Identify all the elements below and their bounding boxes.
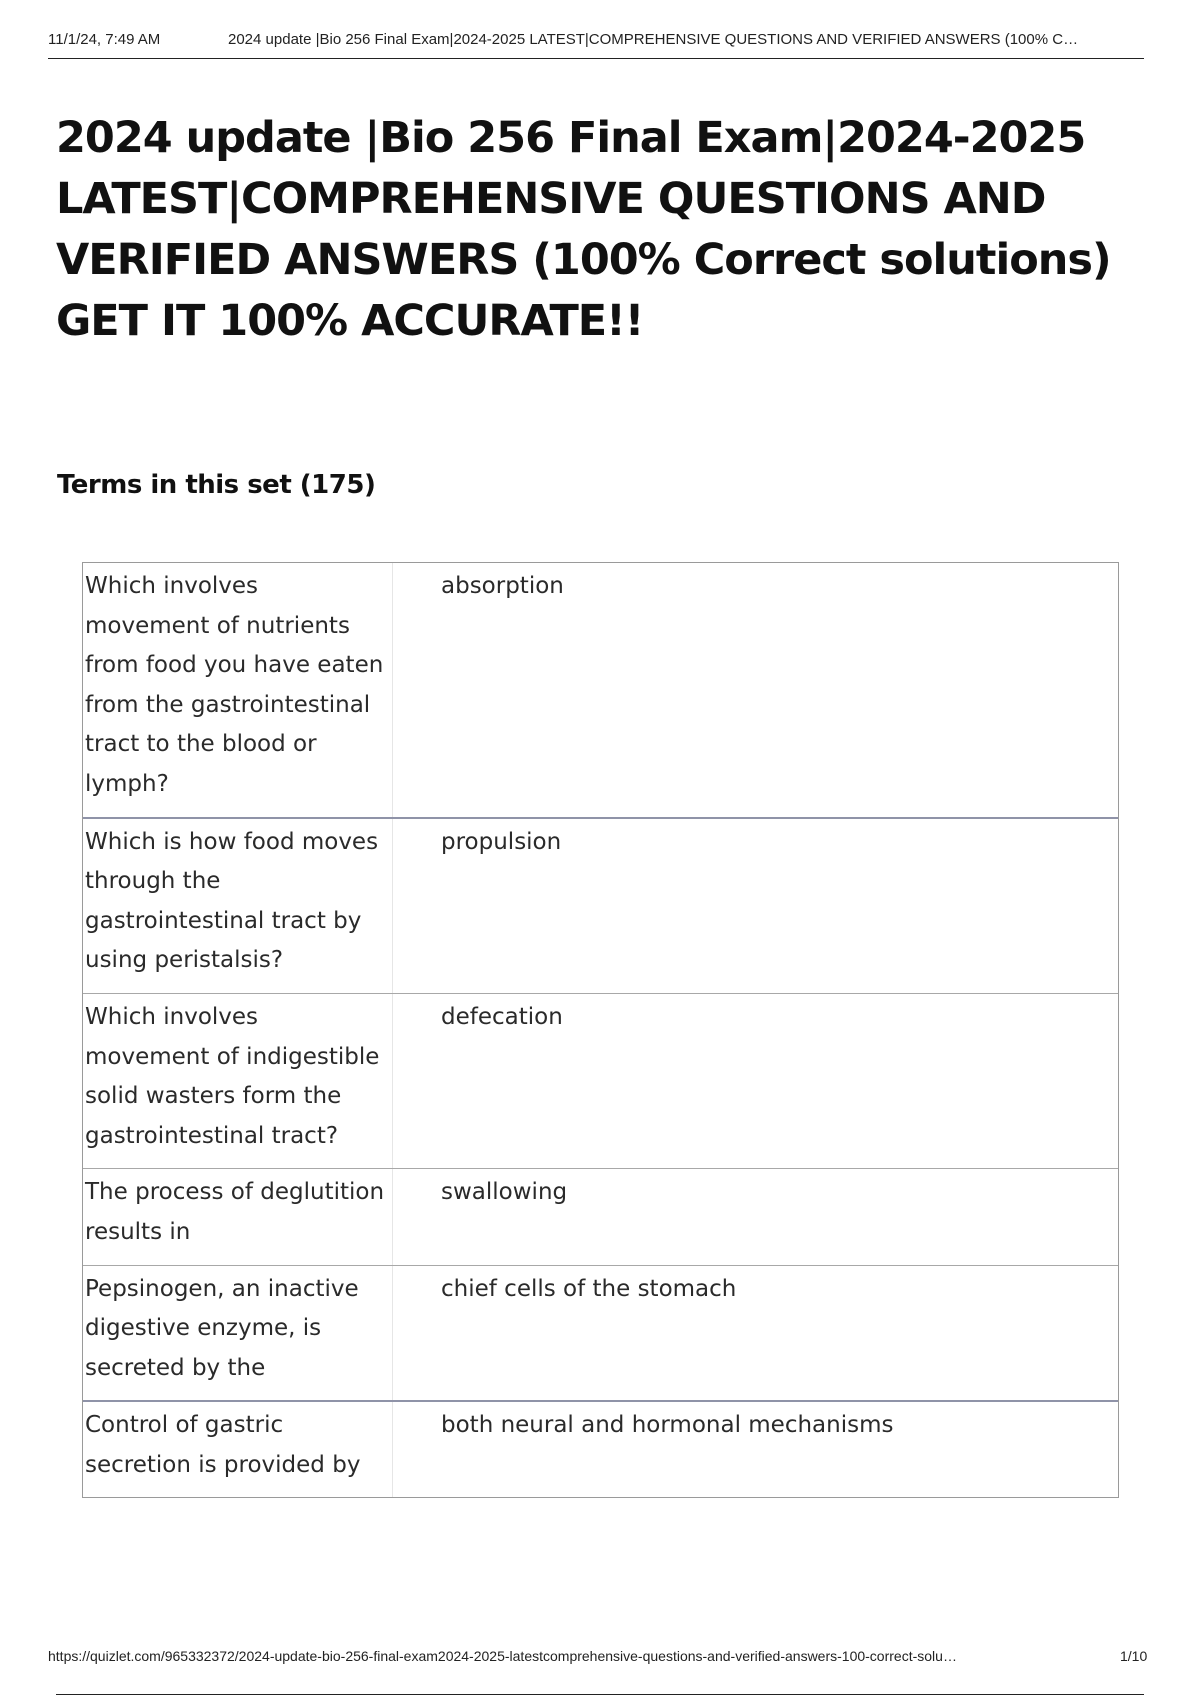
- definition-cell: defecation: [441, 1003, 563, 1030]
- definition-cell: chief cells of the stomach: [441, 1275, 737, 1302]
- term-cell: The process of deglutition results in: [83, 1169, 393, 1264]
- page-number: 1/10: [1120, 1648, 1148, 1664]
- terms-table: [82, 562, 1119, 1498]
- print-datetime: 11/1/24, 7:49 AM: [48, 31, 161, 48]
- definition-cell: propulsion: [441, 828, 562, 855]
- print-url: https://quizlet.com/965332372/2024-update-bio-256-final-exam2024-2025-latestcomprehensive-questions-and-verified-answers-100-correct-solu…: [48, 1648, 957, 1664]
- term-cell: Control of gastric secretion is provided by: [83, 1402, 393, 1497]
- definition-cell: absorption: [441, 573, 564, 599]
- print-doc-title: 2024 update |Bio 256 Final Exam|2024-2025 LATEST|COMPREHENSIVE QUESTIONS AND VERIFIED ANSWERS (100% C…: [228, 31, 1079, 48]
- terms-heading: Terms in this set (175): [57, 470, 376, 500]
- term-cell: Pepsinogen, an inactive digestive enzyme, is secreted by the: [83, 1266, 393, 1401]
- definition-cell: both neural and hormonal mechanisms: [441, 1412, 894, 1439]
- table-row: [83, 1168, 1118, 1264]
- table-row: [83, 1265, 1118, 1401]
- term-cell: Which involves movement of nutrients from food you have eaten from the gastrointestinal tract to the blood or lymph?: [83, 563, 393, 817]
- print-header: [48, 28, 1144, 59]
- footer-divider: [56, 1694, 1144, 1695]
- term-cell: Which is how food moves through the gastrointestinal tract by using peristalsis?: [83, 819, 393, 993]
- table-row: [83, 993, 1118, 1168]
- table-row: [83, 817, 1118, 993]
- page-title: 2024 update |Bio 256 Final Exam|2024-2025 LATEST|COMPREHENSIVE QUESTIONS AND VERIFIED ANSWERS (100% Correct solutions) GET IT 100% ACCURATE!!: [56, 113, 1111, 346]
- table-row: [83, 1400, 1118, 1497]
- table-row: [83, 563, 1118, 817]
- term-cell: Which involves movement of indigestible solid wasters form the gastrointestinal tract?: [83, 994, 393, 1168]
- definition-cell: swallowing: [441, 1179, 568, 1206]
